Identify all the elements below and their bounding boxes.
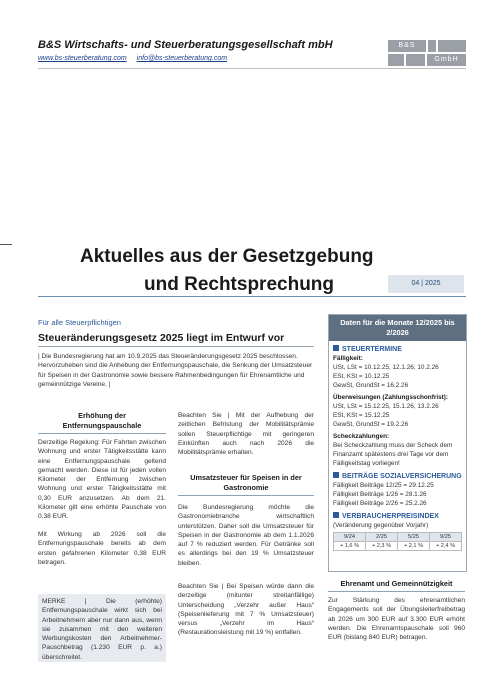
sidebar-line: ESt, KSt = 15.12.25	[333, 412, 390, 419]
paragraph: Beachten Sie | Mit der Aufhebung der zeitlichen Befristung der Mobilitätsprämie sollen Steuerpflichtige mit geringeren Einkünften auch nach 2026 die Mobilitätsprämie erhalten.	[178, 412, 314, 457]
sidebar-line: Fälligkeit Beiträge 1/26 = 28.1.26	[333, 491, 427, 498]
title-line-1: Aktuelles aus der Gesetzgebung	[80, 246, 374, 267]
headline-rule	[38, 346, 314, 347]
vpi-month: 9/24	[334, 533, 366, 541]
section-heading-entfernung: Erhöhung der Entfernungspauschale	[62, 411, 142, 430]
vpi-value: + 2,3 %	[366, 542, 398, 550]
steuertermine-label: STEUERTERMINE	[342, 346, 402, 353]
sidebar-line: Überweisungen (Zahlungsschonfrist):	[333, 394, 449, 401]
paragraph: Derzeitige Regelung: Für Fahrten zwischen Wohnung und erster Tätigkeitsstätte kann eine Entfernungspauschale geltend gemacht werden. Diese ist für jeden vollen Kilometer der Entfernung zwischen Wohnung und erster Tätigkeitsstätte mit 0,30 EUR anzusetzen. Ab dem 21. Kilometer gilt eine erhöhte Pauschale von 0,38 EUR.	[38, 439, 166, 521]
contact-links	[38, 55, 235, 62]
logo-block	[428, 40, 436, 52]
section-heading-gastronomie: Umsatzsteuer für Speisen in der Gastronomie	[190, 473, 302, 492]
section-rule	[178, 495, 314, 496]
vpi-month: 9/25	[430, 533, 461, 541]
logo-block	[388, 54, 404, 66]
website-link[interactable]: www.bs-steuerberatung.com	[38, 55, 127, 62]
sidebar-line: Scheckzahlungen:	[333, 433, 390, 440]
sidebar-line: ESt, KSt = 10.12.25	[333, 373, 390, 380]
sidebar-line: GewSt, GrundSt = 19.2.26	[333, 421, 409, 428]
square-bullet-icon	[333, 345, 339, 351]
vpi-header-row	[333, 532, 462, 542]
header-rule	[38, 68, 466, 69]
vpi-value: + 1,6 %	[334, 542, 366, 550]
article-intro: | Die Bundesregierung hat am 10.9.2025 das Steueränderungsgesetz 2025 beschlossen. Hervorzuheben sind die Anhebung der Entfernungspauschale, die Senkung der Umsatzsteuer für Speisen in der Gastronomie sowie bessere Rahmenbedingungen für Ehrenamtliche und gemeinnützige Vereine. |	[38, 353, 313, 388]
paragraph: Mit Wirkung ab 2026 soll die Entfernungspauschale bereits ab dem ersten gefahrenen Kilometer 0,38 EUR betragen.	[38, 531, 166, 566]
beitraege-label: BEITRÄGE SOZIALVERSICHERUNG	[342, 473, 462, 480]
merke-text: MERKE | Die (erhöhte) Entfernungspauschale wirkt sich bei Arbeitnehmern aber nur dann aus, wenn sie zusammen mit den weiteren Werbungskosten den Arbeitnehmer-Pauschbetrag (1.230 EUR p. a.) überschreitet.	[42, 598, 162, 661]
paragraph: Zur Stärkung des ehrenamtlichen Engagements soll der Übungsleiterfreibetrag ab 2026 um 300 EUR auf 3.300 EUR erhöht werden. Die Ehrenamtspauschale soll 960 EUR (bislang 840 EUR) betragen.	[328, 597, 465, 642]
fold-mark	[0, 244, 12, 245]
vpi-month: 2/25	[366, 533, 398, 541]
section-rule	[328, 591, 465, 592]
vpi-month: 5/25	[398, 533, 430, 541]
sidebar-line: Fälligkeit:	[333, 355, 363, 362]
vpi-value: + 2,1 %	[398, 542, 430, 550]
page-title	[80, 243, 380, 299]
paragraph: Beachten Sie | Bei Speisen würde dann die derzeitige (mitunter streitanfällige) Unterscheidung „Verzehr außer Haus“ (Speisenlieferung mit 7 % Umsatzsteuer) versus „Verzehr im Haus“ (Restaurationsleistung mit 19 %) entfallen.	[178, 583, 314, 637]
title-rule	[38, 296, 466, 297]
steuertermine-heading	[329, 341, 466, 354]
vpi-value-row	[333, 542, 462, 551]
square-bullet-icon	[333, 512, 339, 518]
vpi-value: + 2,4 %	[435, 543, 456, 549]
firm-name: B&S Wirtschafts- und Steuerberatungsgesellschaft mbH	[38, 39, 333, 51]
sidebar-line: GewSt, GrundSt = 16.2.26	[333, 382, 409, 389]
email-link[interactable]: info@bs-steuerberatung.com	[136, 55, 228, 62]
article-headline: Steueränderungsgesetz 2025 liegt im Entwurf vor	[38, 332, 285, 344]
section-heading-ehrenamt: Ehrenamt und Gemeinnützigkeit	[340, 579, 453, 588]
vpi-label: VERBRAUCHERPREISINDEX	[342, 513, 439, 520]
audience-label: Für alle Steuerpflichtigen	[38, 318, 121, 327]
sidebar-line: Fälligkeit Beiträge 2/26 = 25.2.26	[333, 500, 427, 507]
sidebar-line: Bei Scheckzahlung muss der Scheck dem Finanzamt spätestens drei Tage vor dem Fälligkeitstag vorliegen!	[333, 442, 453, 467]
dates-sidebar	[328, 314, 467, 572]
logo-block	[438, 40, 466, 52]
vpi-heading	[329, 508, 466, 521]
paragraph: Die Bundesregierung möchte die Gastronomiebranche wirtschaftlich unterstützen. Daher soll die Umsatzsteuer für Speisen in der Gastronomie ab dem 1.1.2026 auf 7 % reduziert werden. Für Getränke soll es allerdings bei den 19 % Umsatzsteuer bleiben.	[178, 504, 314, 567]
sidebar-heading: Daten für die Monate 12/2025 bis 2/2026	[329, 315, 466, 341]
issue-badge: 04 | 2025	[388, 275, 464, 293]
sidebar-line: USt, LSt = 15.12.25, 15.1.26, 13.2.26	[333, 403, 439, 410]
beitraege-heading	[329, 468, 466, 481]
logo-text-top: B&S	[388, 40, 426, 52]
merke-box	[38, 594, 166, 662]
logo-block	[406, 54, 425, 66]
company-logo	[388, 40, 466, 66]
title-line-2: und Rechtsprechung	[144, 274, 335, 295]
square-bullet-icon	[333, 472, 339, 478]
sidebar-line: (Veränderung gegenüber Vorjahr)	[333, 522, 429, 529]
section-rule	[38, 433, 166, 434]
sidebar-line: USt, LSt = 10.12.25, 12.1.26, 10.2.26	[333, 364, 439, 371]
sidebar-line: Fälligkeit Beiträge 12/25 = 29.12.25	[333, 482, 434, 489]
logo-text-bottom: GmbH	[427, 54, 466, 66]
